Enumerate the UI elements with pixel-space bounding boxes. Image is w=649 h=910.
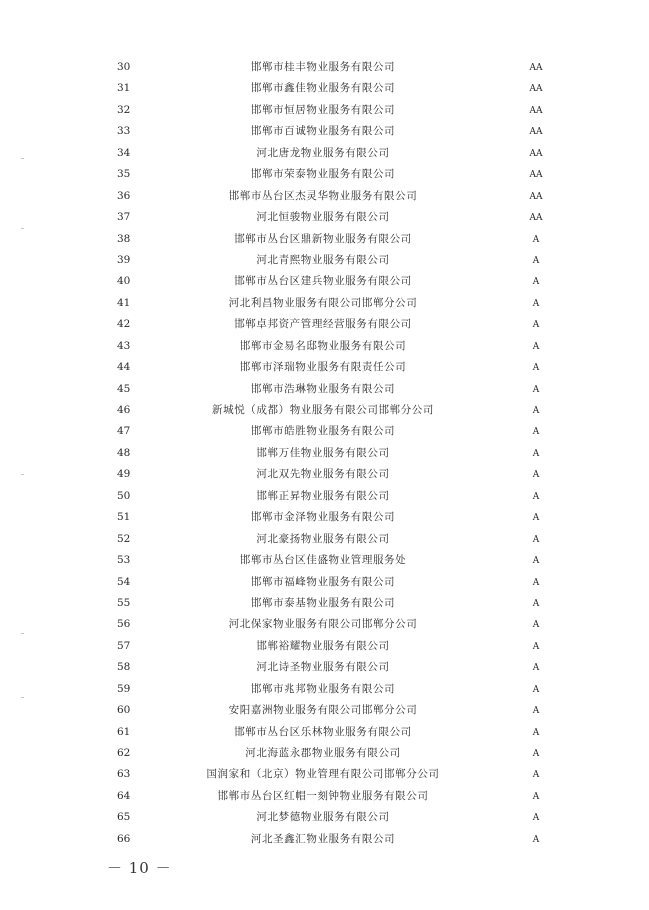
company-name: 邯郸市金易名邸物业服务有限公司 xyxy=(239,339,407,352)
row-number: 36 xyxy=(117,189,131,202)
scan-speck xyxy=(21,697,24,698)
row-number: 63 xyxy=(117,768,131,781)
table-row xyxy=(0,786,649,807)
credit-grade: A xyxy=(532,491,540,502)
row-number: 39 xyxy=(117,253,131,266)
company-name: 邯郸市丛台区佳盛物业管理服务处 xyxy=(239,554,407,567)
credit-grade: A xyxy=(532,620,540,631)
credit-grade: A xyxy=(532,320,540,331)
credit-grade: AA xyxy=(529,170,543,181)
row-number: 57 xyxy=(117,639,131,652)
scan-speck xyxy=(21,633,24,634)
table-row xyxy=(0,207,649,228)
row-number: 64 xyxy=(117,789,131,802)
table-row xyxy=(0,679,649,700)
row-number: 30 xyxy=(117,61,131,73)
row-number: 56 xyxy=(117,618,131,631)
credit-grade: A xyxy=(532,770,540,781)
row-number: 34 xyxy=(117,146,131,159)
company-name: 邯郸市丛台区乐林物业服务有限公司 xyxy=(234,725,412,738)
company-name: 邯郸市皓胜物业服务有限公司 xyxy=(250,425,396,438)
credit-grade: A xyxy=(532,598,540,609)
company-name: 邯郸市泰基物业服务有限公司 xyxy=(250,596,396,609)
company-name: 河北双先物业服务有限公司 xyxy=(256,468,390,481)
row-number: 44 xyxy=(117,361,131,374)
table-row xyxy=(0,464,649,485)
table-row xyxy=(0,121,649,142)
row-number: 59 xyxy=(117,682,131,695)
row-number: 53 xyxy=(117,554,131,567)
credit-grade: A xyxy=(532,427,540,438)
table-row xyxy=(0,636,649,657)
credit-grade: A xyxy=(532,234,540,245)
credit-grade: A xyxy=(532,834,540,845)
company-name: 邯郸市福峰物业服务有限公司 xyxy=(250,575,396,588)
credit-grade: A xyxy=(532,363,540,374)
credit-grade: A xyxy=(532,791,540,802)
row-number: 46 xyxy=(117,404,131,416)
row-number: 31 xyxy=(117,82,131,95)
credit-grade: A xyxy=(532,406,540,416)
row-number: 55 xyxy=(117,596,131,609)
table-row xyxy=(0,807,649,828)
company-name: 河北豪扬物业服务有限公司 xyxy=(256,532,390,545)
company-name: 邯郸万佳物业服务有限公司 xyxy=(256,446,390,459)
credit-grade: A xyxy=(532,448,540,459)
company-name: 安阳嘉洲物业服务有限公司邯郸分公司 xyxy=(228,704,418,717)
company-name: 邯郸市恒居物业服务有限公司 xyxy=(250,103,396,116)
table-row xyxy=(0,722,649,743)
credit-grade: A xyxy=(532,534,540,545)
table-row xyxy=(0,764,649,785)
row-number: 48 xyxy=(117,446,131,459)
credit-grade: A xyxy=(532,706,540,717)
company-name: 邯郸正昇物业服务有限公司 xyxy=(256,489,390,502)
company-name: 河北利昌物业服务有限公司邯郸分公司 xyxy=(228,296,418,309)
table-row xyxy=(0,486,649,507)
scan-speck xyxy=(21,474,24,475)
table-row xyxy=(0,421,649,442)
table-row xyxy=(0,229,649,250)
company-name: 邯郸市丛台区红帽一刻钟物业服务有限公司 xyxy=(217,789,429,802)
company-name: 新城悦（成都）物业服务有限公司邯郸分公司 xyxy=(212,404,434,416)
row-number: 52 xyxy=(117,532,131,545)
credit-grade: AA xyxy=(529,148,543,159)
table-row xyxy=(0,829,649,850)
credit-grade: A xyxy=(532,749,540,759)
company-name: 河北梦德物业服务有限公司 xyxy=(256,811,390,824)
table-row xyxy=(0,443,649,464)
credit-grade: A xyxy=(532,813,540,824)
table-row xyxy=(0,572,649,593)
row-number: 41 xyxy=(117,296,131,309)
table-row xyxy=(0,314,649,335)
table-row xyxy=(0,657,649,678)
company-name: 邯郸卓邦资产管理经营服务有限公司 xyxy=(234,318,412,331)
row-number: 37 xyxy=(117,211,131,224)
credit-grade: AA xyxy=(529,105,543,116)
row-number: 65 xyxy=(117,811,131,824)
company-name: 河北青熙物业服务有限公司 xyxy=(256,253,390,266)
table-row xyxy=(0,57,649,78)
table-row xyxy=(0,164,649,185)
credit-grade: A xyxy=(532,663,540,674)
company-name: 河北海蓝永郡物业服务有限公司 xyxy=(245,747,401,759)
row-number: 50 xyxy=(117,489,131,502)
table-row xyxy=(0,186,649,207)
credit-grade: A xyxy=(532,255,540,266)
table-row xyxy=(0,336,649,357)
table-row xyxy=(0,271,649,292)
row-number: 58 xyxy=(117,661,131,674)
table-row xyxy=(0,529,649,550)
table-row xyxy=(0,78,649,99)
company-name: 邯郸市兆邦物业服务有限公司 xyxy=(250,682,396,695)
credit-grade: AA xyxy=(529,84,543,95)
table-row xyxy=(0,379,649,400)
row-number: 49 xyxy=(117,468,131,481)
table-row xyxy=(0,743,649,764)
row-number: 42 xyxy=(117,318,131,331)
row-number: 45 xyxy=(117,382,131,395)
credit-grade: A xyxy=(532,556,540,567)
company-name: 邯郸市浩琳物业服务有限公司 xyxy=(250,382,396,395)
table-row xyxy=(0,700,649,721)
credit-grade: A xyxy=(532,298,540,309)
company-name: 河北恒骏物业服务有限公司 xyxy=(256,211,390,224)
row-number: 61 xyxy=(117,725,131,738)
company-name: 邯郸市丛台区杰灵华物业服务有限公司 xyxy=(228,189,418,202)
credit-grade: A xyxy=(532,641,540,652)
company-name: 邯郸市金泽物业服务有限公司 xyxy=(250,511,396,524)
row-number: 35 xyxy=(117,168,131,181)
company-name: 邯郸市泽瑞物业服务有限责任公司 xyxy=(239,361,407,374)
credit-grade: AA xyxy=(529,213,543,224)
credit-grade: AA xyxy=(529,127,543,138)
page-number: － 10 － xyxy=(107,859,172,877)
company-name: 邯郸裕耀物业服务有限公司 xyxy=(256,639,390,652)
credit-grade: A xyxy=(532,684,540,695)
company-name: 河北保家物业服务有限公司邯郸分公司 xyxy=(228,618,418,631)
row-number: 60 xyxy=(117,704,131,717)
row-number: 54 xyxy=(117,575,131,588)
table-row xyxy=(0,250,649,271)
credit-grade: AA xyxy=(529,63,543,73)
credit-grade: A xyxy=(532,727,540,738)
row-number: 51 xyxy=(117,511,131,524)
table-row xyxy=(0,400,649,421)
company-rating-list xyxy=(0,57,649,850)
row-number: 32 xyxy=(117,103,131,116)
table-row xyxy=(0,100,649,121)
company-name: 国润家和（北京）物业管理有限公司邯郸分公司 xyxy=(206,768,440,781)
table-row xyxy=(0,593,649,614)
table-row xyxy=(0,357,649,378)
row-number: 43 xyxy=(117,339,131,352)
company-name: 邯郸市桂丰物业服务有限公司 xyxy=(250,61,396,73)
credit-grade: AA xyxy=(529,191,543,202)
credit-grade: A xyxy=(532,277,540,288)
table-row xyxy=(0,550,649,571)
table-row xyxy=(0,507,649,528)
credit-grade: A xyxy=(532,513,540,524)
credit-grade: A xyxy=(532,384,540,395)
company-name: 邯郸市荣泰物业服务有限公司 xyxy=(250,168,396,181)
table-row xyxy=(0,614,649,635)
scan-speck xyxy=(21,158,24,159)
row-number: 47 xyxy=(117,425,131,438)
company-name: 河北诗圣物业服务有限公司 xyxy=(256,661,390,674)
row-number: 33 xyxy=(117,125,131,138)
table-row xyxy=(0,293,649,314)
row-number: 38 xyxy=(117,232,131,245)
credit-grade: A xyxy=(532,341,540,352)
company-name: 邯郸市鑫佳物业服务有限公司 xyxy=(250,82,396,95)
company-name: 邯郸市百诚物业服务有限公司 xyxy=(250,125,396,138)
row-number: 66 xyxy=(117,832,131,845)
scan-speck xyxy=(21,228,24,229)
credit-grade: A xyxy=(532,577,540,588)
credit-grade: A xyxy=(532,470,540,481)
row-number: 40 xyxy=(117,275,131,288)
company-name: 河北唐龙物业服务有限公司 xyxy=(256,146,390,159)
company-name: 河北圣鑫汇物业服务有限公司 xyxy=(250,832,396,845)
row-number: 62 xyxy=(117,747,131,759)
company-name: 邯郸市丛台区鼎新物业服务有限公司 xyxy=(234,232,412,245)
company-name: 邯郸市丛台区建兵物业服务有限公司 xyxy=(234,275,412,288)
table-row xyxy=(0,143,649,164)
